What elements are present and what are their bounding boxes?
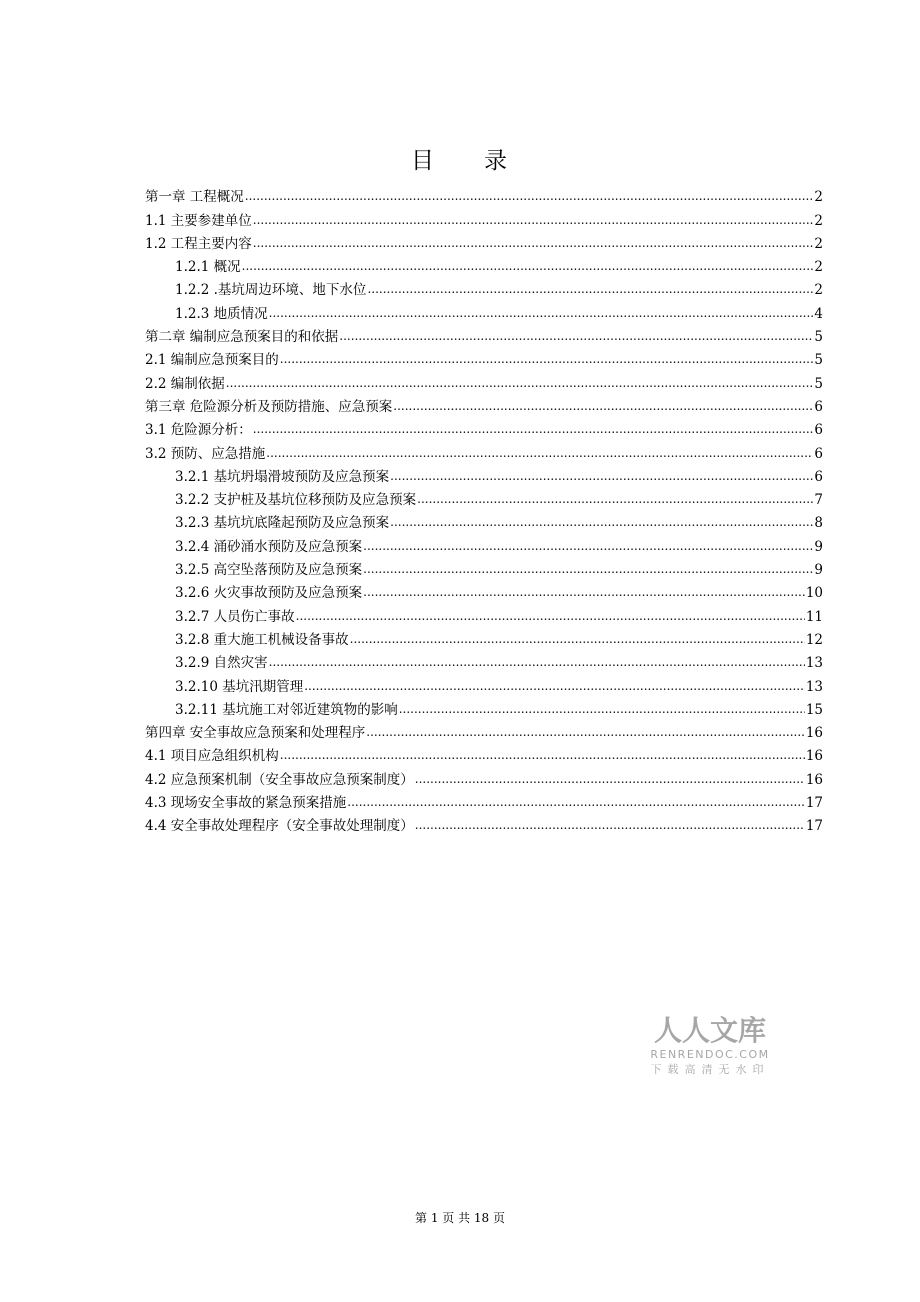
toc-entry-title: 1.2 工程主要内容 <box>145 235 252 252</box>
toc-entry[interactable] <box>145 695 823 718</box>
toc-entry-title: 3.2.5 高空坠落预防及应急预案 <box>175 562 363 579</box>
toc-leader-dots <box>363 539 813 555</box>
toc-entry-page: 13 <box>805 678 823 695</box>
toc-entry-title: 1.2.2 .基坑周边环境、地下水位 <box>175 282 367 299</box>
toc-leader-dots <box>363 585 805 601</box>
toc-entry-page: 9 <box>814 562 823 579</box>
toc-entry-title: 3.2.9 自然灾害 <box>175 655 268 672</box>
toc-entry-title: 3.2.4 涌砂涌水预防及应急预案 <box>175 538 363 555</box>
toc-leader-dots <box>296 609 805 625</box>
toc-leader-dots <box>347 795 805 811</box>
toc-leader-dots <box>390 515 813 531</box>
toc-leader-dots <box>415 818 805 834</box>
toc-entry[interactable] <box>145 741 823 764</box>
toc-entry-page: 11 <box>805 608 823 625</box>
toc-entry-title: 3.2.7 人员伤亡事故 <box>175 608 295 625</box>
page-footer: 第 1 页 共 18 页 <box>415 1211 505 1225</box>
toc-entry-page: 6 <box>814 445 823 462</box>
toc-entry[interactable] <box>145 718 823 741</box>
toc-entry[interactable] <box>145 462 823 485</box>
toc-entry[interactable] <box>145 275 823 298</box>
toc-entry[interactable] <box>145 601 823 624</box>
toc-entry-page: 5 <box>814 375 823 392</box>
watermark-logo <box>646 1014 774 1078</box>
toc-entry[interactable] <box>145 508 823 531</box>
toc-entry-title: 3.2.2 支护桩及基坑位移预防及应急预案 <box>175 492 417 509</box>
toc-entry-page: 4 <box>814 305 823 322</box>
toc-entry-title: 2.2 编制依据 <box>145 375 225 392</box>
page-title <box>0 142 920 175</box>
toc-entry-page: 2 <box>814 212 823 229</box>
watermark-slogan: 下载高清无水印 <box>650 1063 770 1076</box>
toc-entry[interactable] <box>145 205 823 228</box>
toc-entry-page: 16 <box>805 748 823 765</box>
toc-entry[interactable] <box>145 811 823 834</box>
toc-entry-page: 6 <box>814 398 823 415</box>
toc-entry[interactable] <box>145 555 823 578</box>
toc-leader-dots <box>226 376 814 392</box>
toc-entry-title: 1.1 主要参建单位 <box>145 212 252 229</box>
toc-leader-dots <box>245 189 814 205</box>
toc-entry-page: 10 <box>805 585 823 602</box>
title-right-char: 录 <box>484 148 509 174</box>
toc-entry-title: 3.2.6 火灾事故预防及应急预案 <box>175 585 363 602</box>
toc-entry-title: 4.2 应急预案机制（安全事故应急预案制度） <box>145 771 414 788</box>
toc-entry[interactable] <box>145 322 823 345</box>
toc-entry-title: 3.2.3 基坑坑底隆起预防及应急预案 <box>175 515 390 532</box>
toc-entry-title: 第一章 工程概况 <box>145 189 244 206</box>
toc-entry-page: 6 <box>814 422 823 439</box>
toc-leader-dots <box>253 213 814 229</box>
toc-entry-page: 2 <box>814 189 823 206</box>
toc-entry-page: 2 <box>814 259 823 276</box>
toc-entry-page: 6 <box>814 468 823 485</box>
toc-leader-dots <box>304 679 805 695</box>
toc-entry[interactable] <box>145 788 823 811</box>
toc-entry-page: 7 <box>814 492 823 509</box>
toc-entry[interactable] <box>145 578 823 601</box>
toc-leader-dots <box>266 446 813 462</box>
toc-leader-dots <box>280 748 805 764</box>
toc-entry-page: 15 <box>805 701 823 718</box>
toc-leader-dots <box>269 306 814 322</box>
toc-leader-dots <box>253 422 814 438</box>
toc-entry-title: 4.4 安全事故处理程序（安全事故处理制度） <box>145 818 414 835</box>
toc-entry-title: 3.2.10 基坑汛期管理 <box>175 678 304 695</box>
toc-entry-page: 17 <box>805 795 823 812</box>
toc-entry[interactable] <box>145 648 823 671</box>
toc-entry-page: 5 <box>814 329 823 346</box>
toc-leader-dots <box>280 352 814 368</box>
toc-leader-dots <box>393 399 813 415</box>
toc-entry-page: 5 <box>814 352 823 369</box>
toc-entry[interactable] <box>145 625 823 648</box>
toc-entry-title: 4.3 现场安全事故的紧急预案措施 <box>145 795 347 812</box>
toc-entry[interactable] <box>145 368 823 391</box>
toc-entry[interactable] <box>145 252 823 275</box>
toc-entry[interactable] <box>145 531 823 554</box>
toc-entry-title: 第三章 危险源分析及预防措施、应急预案 <box>145 398 393 415</box>
toc-leader-dots <box>415 772 805 788</box>
toc-entry-title: 3.2.11 基坑施工对邻近建筑物的影响 <box>175 701 398 718</box>
toc-leader-dots <box>350 632 805 648</box>
toc-entry[interactable] <box>145 438 823 461</box>
toc-leader-dots <box>339 329 813 345</box>
toc-entry-title: 4.1 项目应急组织机构 <box>145 748 279 765</box>
toc-leader-dots <box>367 282 813 298</box>
toc-entry-page: 13 <box>805 655 823 672</box>
toc-entry[interactable] <box>145 229 823 252</box>
toc-leader-dots <box>390 469 813 485</box>
toc-entry[interactable] <box>145 764 823 787</box>
toc-entry-page: 8 <box>814 515 823 532</box>
toc-entry-title: 第二章 编制应急预案目的和依据 <box>145 329 339 346</box>
toc-entry-page: 2 <box>814 282 823 299</box>
toc-leader-dots <box>417 492 813 508</box>
toc-entry-page: 12 <box>805 631 823 648</box>
watermark-domain: RENRENDOC.COM <box>650 1048 770 1061</box>
toc-entry-page: 17 <box>805 818 823 835</box>
title-left-char: 目 <box>411 148 436 174</box>
toc-entry-title: 第四章 安全事故应急预案和处理程序 <box>145 725 366 742</box>
toc-leader-dots <box>269 655 805 671</box>
toc-leader-dots <box>366 725 805 741</box>
toc-entry[interactable] <box>145 182 823 205</box>
toc-leader-dots <box>363 562 813 578</box>
toc-entry[interactable] <box>145 415 823 438</box>
toc-leader-dots <box>399 702 805 718</box>
toc-entry-title: 3.1 危险源分析： <box>145 422 252 439</box>
toc-entry[interactable] <box>145 392 823 415</box>
watermark-brand: 人人文库 <box>653 1014 766 1047</box>
toc-entry-title: 3.2.8 重大施工机械设备事故 <box>175 631 349 648</box>
toc-entry-page: 16 <box>805 771 823 788</box>
toc-entry-title: 3.2.1 基坑坍塌滑坡预防及应急预案 <box>175 468 390 485</box>
toc-entry[interactable] <box>145 671 823 694</box>
toc-entry-title: 2.1 编制应急预案目的 <box>145 352 279 369</box>
toc-entry-page: 2 <box>814 235 823 252</box>
toc-entry-title: 3.2 预防、应急措施 <box>145 445 266 462</box>
toc-entry[interactable] <box>145 485 823 508</box>
table-of-contents <box>145 182 823 834</box>
toc-entry-title: 1.2.1 概况 <box>175 259 241 276</box>
toc-leader-dots <box>253 236 814 252</box>
toc-leader-dots <box>242 259 814 275</box>
toc-entry[interactable] <box>145 345 823 368</box>
toc-entry-page: 9 <box>814 538 823 555</box>
toc-entry[interactable] <box>145 298 823 321</box>
toc-entry-title: 1.2.3 地质情况 <box>175 305 268 322</box>
toc-entry-page: 16 <box>805 725 823 742</box>
